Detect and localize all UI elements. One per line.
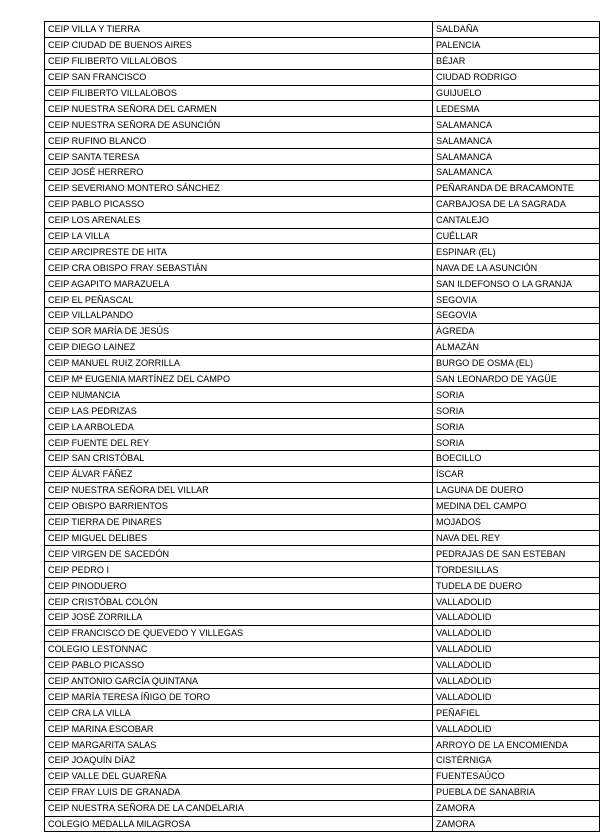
town-cell: VALLADOLID [433,625,600,641]
school-name-cell: CEIP JOAQUÍN DÍAZ [45,752,433,768]
town-cell: SORIA [433,419,600,435]
town-cell: CISTÉRNIGA [433,752,600,768]
town-cell: ESPINAR (EL) [433,244,600,260]
table-row [45,657,600,673]
town-cell: ARROYO DE LA ENCOMIENDA [433,737,600,753]
school-name-cell: CEIP PINODUERO [45,578,433,594]
table-row [45,149,600,165]
school-name-cell: CEIP CRISTÓBAL COLÓN [45,594,433,610]
town-cell: MEDINA DEL CAMPO [433,498,600,514]
table-row [45,117,600,133]
school-name-cell: CEIP Mª EUGENIA MARTÍNEZ DEL CAMPO [45,371,433,387]
table-row [45,562,600,578]
school-name-cell: CEIP OBISPO BARRIENTOS [45,498,433,514]
town-cell: MOJADOS [433,514,600,530]
table-row [45,387,600,403]
town-cell: LAGUNA DE DUERO [433,482,600,498]
table-row [45,308,600,324]
town-cell: PEÑAFIEL [433,705,600,721]
table-row [45,276,600,292]
school-name-cell: CEIP PABLO PICASSO [45,657,433,673]
school-name-cell: COLEGIO LESTONNAC [45,641,433,657]
table-row [45,752,600,768]
school-name-cell: CEIP CIUDAD DE BUENOS AIRES [45,37,433,53]
school-name-cell: CEIP LA ARBOLEDA [45,419,433,435]
school-name-cell: CEIP VILLALPANDO [45,308,433,324]
town-cell: VALLADOLID [433,609,600,625]
table-row [45,133,600,149]
table-row [45,228,600,244]
table-row [45,816,600,832]
table-row [45,53,600,69]
school-name-cell: CEIP CRA OBISPO FRAY SEBASTIÁN [45,260,433,276]
town-cell: ZAMORA [433,816,600,832]
school-name-cell: CEIP MARINA ESCOBAR [45,721,433,737]
table-row [45,355,600,371]
table-row [45,212,600,228]
town-cell: CANTALEJO [433,212,600,228]
school-name-cell: CEIP VIRGEN DE SACEDÓN [45,546,433,562]
town-cell: VALLADOLID [433,689,600,705]
school-name-cell: CEIP LOS ARENALES [45,212,433,228]
town-cell: SAN ILDEFONSO O LA GRANJA [433,276,600,292]
table-row [45,292,600,308]
table-row [45,403,600,419]
school-name-cell: CEIP AGAPITO MARAZUELA [45,276,433,292]
table-row [45,22,600,38]
table-row [45,482,600,498]
town-cell: SEGOVIA [433,308,600,324]
table-row [45,435,600,451]
town-cell: ÁGREDA [433,323,600,339]
table-row [45,514,600,530]
school-name-cell: CEIP FRAY LUIS DE GRANADA [45,784,433,800]
town-cell: VALLADOLID [433,721,600,737]
town-cell: TUDELA DE DUERO [433,578,600,594]
school-name-cell: CEIP FRANCISCO DE QUEVEDO Y VILLEGAS [45,625,433,641]
town-cell: SALAMANCA [433,149,600,165]
table-row [45,196,600,212]
town-cell: BURGO DE OSMA (EL) [433,355,600,371]
table-row [45,673,600,689]
table-row [45,594,600,610]
table-row [45,530,600,546]
town-cell: BÉJAR [433,53,600,69]
town-cell: SALDAÑA [433,22,600,38]
table-row [45,737,600,753]
town-cell: SAN LEONARDO DE YAGÜE [433,371,600,387]
town-cell: NAVA DEL REY [433,530,600,546]
town-cell: SORIA [433,403,600,419]
town-cell: CARBAJOSA DE LA SAGRADA [433,196,600,212]
school-name-cell: CEIP JOSÉ HERRERO [45,165,433,181]
table-row [45,721,600,737]
table-row [45,609,600,625]
table-row [45,546,600,562]
town-cell: VALLADOLID [433,641,600,657]
town-cell: PUEBLA DE SANABRIA [433,784,600,800]
school-name-cell: CEIP DIEGO LAINEZ [45,339,433,355]
table-row [45,768,600,784]
school-name-cell: CEIP SOR MARÍA DE JESÚS [45,323,433,339]
town-cell: ALMAZÁN [433,339,600,355]
schools-table [44,21,600,832]
school-name-cell: CEIP VILLA Y TIERRA [45,22,433,38]
town-cell: VALLADOLID [433,594,600,610]
school-name-cell: CEIP SAN FRANCISCO [45,69,433,85]
school-name-cell: CEIP CRA LA VILLA [45,705,433,721]
table-row [45,641,600,657]
table-row [45,180,600,196]
school-name-cell: CEIP SAN CRISTÓBAL [45,451,433,467]
town-cell: ZAMORA [433,800,600,816]
school-name-cell: CEIP LA VILLA [45,228,433,244]
school-name-cell: CEIP NUESTRA SEÑORA DEL VILLAR [45,482,433,498]
table-row [45,244,600,260]
school-name-cell: CEIP MARGARITA SALAS [45,737,433,753]
town-cell: VALLADOLID [433,657,600,673]
table-row [45,323,600,339]
school-name-cell: CEIP NUESTRA SEÑORA DE ASUNCIÓN [45,117,433,133]
school-name-cell: CEIP TIERRA DE PINARES [45,514,433,530]
table-row [45,165,600,181]
schools-table-body [45,22,600,832]
town-cell: CUÉLLAR [433,228,600,244]
school-name-cell: CEIP PABLO PICASSO [45,196,433,212]
school-name-cell: CEIP FILIBERTO VILLALOBOS [45,53,433,69]
table-row [45,37,600,53]
school-name-cell: COLEGIO MEDALLA MILAGROSA [45,816,433,832]
table-row [45,371,600,387]
school-name-cell: CEIP MIGUEL DELIBES [45,530,433,546]
town-cell: NAVA DE LA ASUNCIÓN [433,260,600,276]
table-row [45,578,600,594]
town-cell: SEGOVIA [433,292,600,308]
school-name-cell: CEIP SEVERIANO MONTERO SÁNCHEZ [45,180,433,196]
town-cell: BOECILLO [433,451,600,467]
town-cell: SORIA [433,435,600,451]
school-name-cell: CEIP NUMANCIA [45,387,433,403]
town-cell: PEDRAJAS DE SAN ESTEBAN [433,546,600,562]
town-cell: SALAMANCA [433,165,600,181]
school-name-cell: CEIP FILIBERTO VILLALOBOS [45,85,433,101]
table-row [45,339,600,355]
town-cell: SALAMANCA [433,133,600,149]
school-name-cell: CEIP FUENTE DEL REY [45,435,433,451]
school-name-cell: CEIP SANTA TERESA [45,149,433,165]
table-row [45,800,600,816]
table-row [45,689,600,705]
table-row [45,498,600,514]
table-row [45,85,600,101]
school-name-cell: CEIP LAS PEDRIZAS [45,403,433,419]
town-cell: VALLADOLID [433,673,600,689]
town-cell: PALENCIA [433,37,600,53]
school-name-cell: CEIP MARÍA TERESA ÍÑIGO DE TORO [45,689,433,705]
town-cell: CIUDAD RODRIGO [433,69,600,85]
school-name-cell: CEIP MANUEL RUIZ ZORRILLA [45,355,433,371]
town-cell: ÍSCAR [433,466,600,482]
table-row [45,69,600,85]
table-row [45,451,600,467]
school-name-cell: CEIP EL PEÑASCAL [45,292,433,308]
town-cell: FUENTESAÚCO [433,768,600,784]
school-name-cell: CEIP PEDRO I [45,562,433,578]
table-row [45,466,600,482]
school-name-cell: CEIP NUESTRA SEÑORA DE LA CANDELARIA [45,800,433,816]
school-name-cell: CEIP RUFINO BLANCO [45,133,433,149]
town-cell: SORIA [433,387,600,403]
town-cell: GUIJUELO [433,85,600,101]
school-name-cell: CEIP ANTONIO GARCÍA QUINTANA [45,673,433,689]
school-name-cell: CEIP VALLE DEL GUAREÑA [45,768,433,784]
table-row [45,101,600,117]
town-cell: TORDESILLAS [433,562,600,578]
school-name-cell: CEIP NUESTRA SEÑORA DEL CARMEN [45,101,433,117]
school-name-cell: CEIP ÁLVAR FÁÑEZ [45,466,433,482]
town-cell: LEDESMA [433,101,600,117]
table-row [45,419,600,435]
town-cell: SALAMANCA [433,117,600,133]
town-cell: PEÑARANDA DE BRACAMONTE [433,180,600,196]
table-row [45,625,600,641]
table-row [45,784,600,800]
school-name-cell: CEIP JOSÉ ZORRILLA [45,609,433,625]
school-name-cell: CEIP ARCIPRESTE DE HITA [45,244,433,260]
table-row [45,705,600,721]
table-row [45,260,600,276]
